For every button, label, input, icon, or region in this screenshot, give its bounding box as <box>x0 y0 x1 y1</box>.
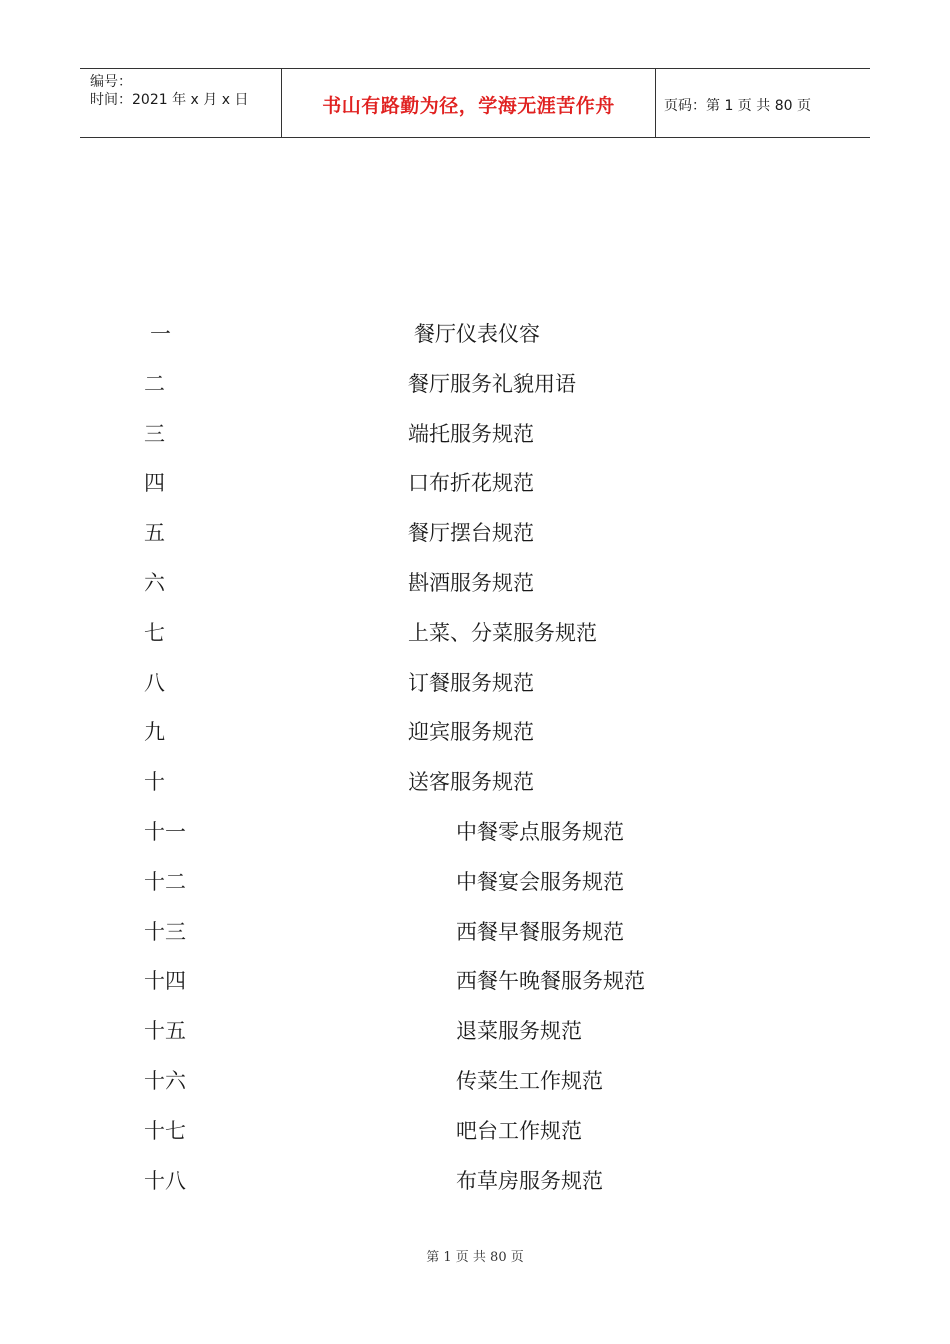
toc-item-title: 吧台工作规范 <box>456 1119 582 1143</box>
toc-item-number: 十二 <box>144 870 186 894</box>
toc-item-title: 布草房服务规范 <box>456 1169 603 1193</box>
toc-item-number: 十八 <box>144 1169 186 1193</box>
page-header <box>80 68 870 138</box>
toc-item-title: 中餐零点服务规范 <box>456 820 624 844</box>
page-footer: 第 1 页 共 80 页 <box>426 1250 524 1265</box>
toc-item-number: 十一 <box>144 820 186 844</box>
toc-item-number: 三 <box>144 422 165 446</box>
toc-item-title: 餐厅服务礼貌用语 <box>408 372 576 396</box>
document-date-label: 时间：2021 年 x 月 x 日 <box>90 92 249 108</box>
toc-item-number: 二 <box>144 372 165 396</box>
toc-item-title: 端托服务规范 <box>408 422 534 446</box>
toc-item-number: 四 <box>144 471 165 495</box>
header-motto: 书山有路勤为径，学海无涯苦作舟 <box>322 95 615 117</box>
header-motto-cell <box>281 69 656 137</box>
toc-item-number: 六 <box>144 571 165 595</box>
header-page-cell <box>655 69 870 137</box>
toc-item-title: 迎宾服务规范 <box>408 720 534 744</box>
toc-item-number: 九 <box>144 720 165 744</box>
toc-item-title: 西餐早餐服务规范 <box>456 920 624 944</box>
toc-item-title: 餐厅仪表仪容 <box>414 322 540 346</box>
document-number-label: 编号： <box>90 74 132 90</box>
toc-item-number: 十六 <box>144 1069 186 1093</box>
toc-item-number: 七 <box>144 621 165 645</box>
toc-item-title: 上菜、分菜服务规范 <box>408 621 597 645</box>
toc-item-number: 八 <box>144 671 165 695</box>
toc-item-title: 送客服务规范 <box>408 770 534 794</box>
toc-item-title: 订餐服务规范 <box>408 671 534 695</box>
toc-item-number: 十五 <box>144 1019 186 1043</box>
toc-item-title: 传菜生工作规范 <box>456 1069 603 1093</box>
toc-item-title: 餐厅摆台规范 <box>408 521 534 545</box>
toc-item-title: 西餐午晚餐服务规范 <box>456 969 645 993</box>
header-page-info: 页码：第 1 页 共 80 页 <box>664 98 811 114</box>
toc-item-number: 十四 <box>144 969 186 993</box>
toc-item-number: 一 <box>150 322 171 346</box>
toc-item-number: 十七 <box>144 1119 186 1143</box>
toc-item-title: 口布折花规范 <box>408 471 534 495</box>
header-meta-cell <box>80 69 281 137</box>
toc-item-number: 五 <box>144 521 165 545</box>
toc-item-title: 斟酒服务规范 <box>408 571 534 595</box>
toc-item-number: 十三 <box>144 920 186 944</box>
toc-item-title: 中餐宴会服务规范 <box>456 870 624 894</box>
toc-item-title: 退菜服务规范 <box>456 1019 582 1043</box>
toc-item-number: 十 <box>144 770 165 794</box>
